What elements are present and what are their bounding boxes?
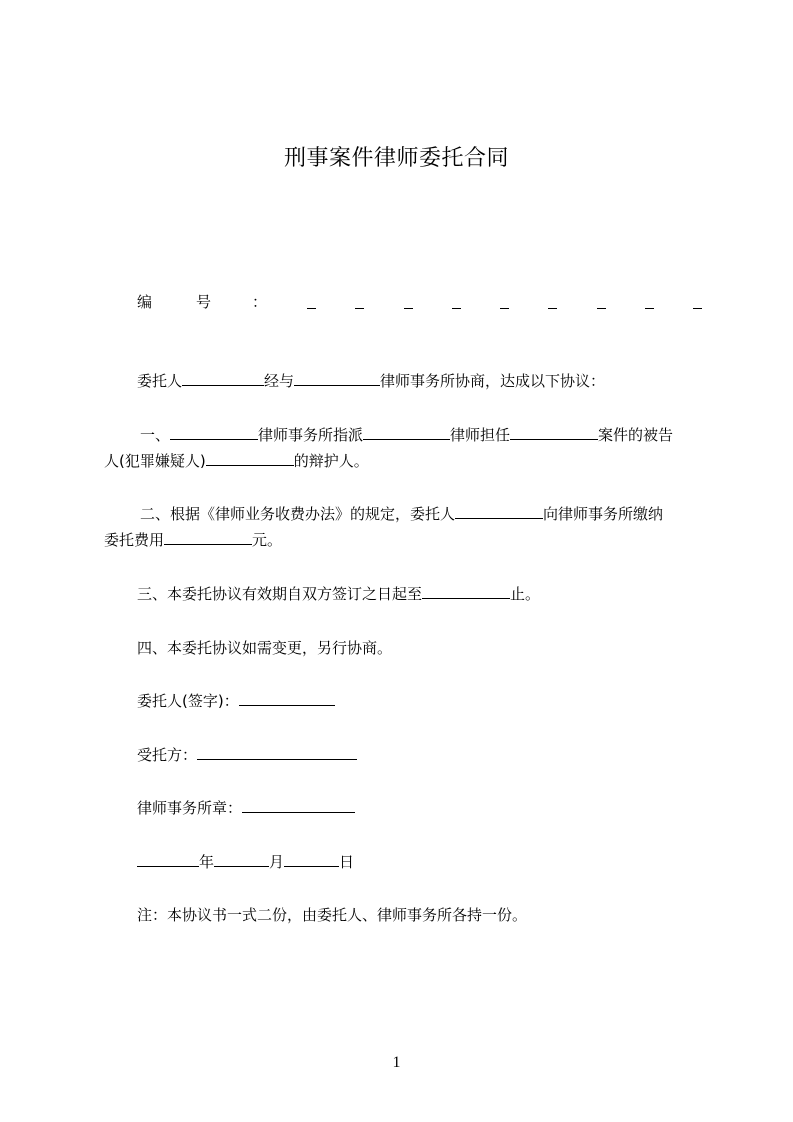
clause-1-text-5: 人(犯罪嫌疑人) [104, 452, 206, 470]
clause-1-line-1 [140, 424, 673, 446]
clause-3 [137, 583, 540, 605]
contract-number-row [137, 291, 702, 315]
client-signature-label: 委托人(签字)： [137, 692, 239, 710]
clause-1-lawyer-blank[interactable] [363, 425, 450, 440]
validity-date-blank[interactable] [422, 584, 510, 599]
clause-1-defendant-blank[interactable] [206, 451, 294, 466]
number-label-char-2: 号 [196, 293, 212, 311]
client-name-blank[interactable] [182, 371, 264, 386]
number-dash [548, 291, 557, 309]
client-signature-blank[interactable] [239, 691, 335, 706]
month-blank[interactable] [214, 852, 269, 867]
number-dash [645, 291, 654, 309]
page-number: 1 [392, 1054, 401, 1071]
number-dash [500, 291, 509, 309]
intro-text-3: 律师事务所协商，达成以下协议： [380, 372, 606, 390]
document-title: 刑事案件律师委托合同 [283, 146, 509, 171]
clause-2-line-1 [140, 503, 663, 525]
clause-3-text-2: 止。 [510, 585, 541, 603]
year-blank[interactable] [137, 852, 199, 867]
trustee-blank[interactable] [197, 745, 357, 760]
clause-2-text-2: 向律师事务所缴纳 [543, 505, 664, 523]
clause-2-text-3: 委托费用 [104, 531, 165, 549]
intro-text-2: 经与 [264, 372, 295, 390]
client-signature-row [137, 690, 335, 712]
intro-text-1: 委托人 [137, 372, 183, 390]
firm-seal-label: 律师事务所章： [137, 799, 243, 817]
clause-3-text-1: 三、本委托协议有效期自双方签订之日起至 [137, 585, 423, 603]
law-firm-blank[interactable] [294, 371, 380, 386]
trustee-row [137, 744, 357, 766]
number-colon: ： [252, 293, 268, 311]
number-dash [355, 291, 364, 309]
intro-paragraph [137, 370, 605, 392]
clause-1-text-2: 律师事务所指派 [258, 426, 364, 444]
day-blank[interactable] [284, 852, 339, 867]
number-dash [404, 291, 413, 309]
clause-2-text-1: 二、根据《律师业务收费办法》的规定，委托人 [140, 505, 456, 523]
number-dash [693, 291, 702, 309]
year-label: 年 [199, 853, 215, 871]
date-row [137, 851, 354, 873]
number-dash [452, 291, 461, 309]
note: 注：本协议书一式二份，由委托人、律师事务所各持一份。 [137, 906, 528, 924]
month-label: 月 [269, 853, 285, 871]
clause-1-text-1: 一、 [140, 426, 171, 444]
firm-seal-blank[interactable] [242, 798, 355, 813]
clause-1-firm-blank[interactable] [170, 425, 258, 440]
clause-4: 四、本委托协议如需变更，另行协商。 [137, 639, 393, 657]
number-label-char-1: 编 [137, 293, 153, 311]
firm-seal-row [137, 797, 355, 819]
clause-2-client-blank[interactable] [455, 504, 543, 519]
fee-amount-blank[interactable] [164, 530, 252, 545]
trustee-label: 受托方： [137, 746, 198, 764]
clause-1-text-6: 的辩护人。 [293, 452, 369, 470]
day-label: 日 [339, 853, 355, 871]
clause-1-text-3: 律师担任 [450, 426, 511, 444]
number-dash [307, 291, 316, 309]
clause-1-text-4: 案件的被告 [598, 426, 674, 444]
contract-number-blank[interactable] [307, 291, 702, 315]
clause-1-case-blank[interactable] [510, 425, 598, 440]
clause-2-line-2 [104, 529, 282, 551]
clause-1-line-2 [104, 450, 369, 472]
clause-2-text-4: 元。 [252, 531, 283, 549]
number-dash [597, 291, 606, 309]
